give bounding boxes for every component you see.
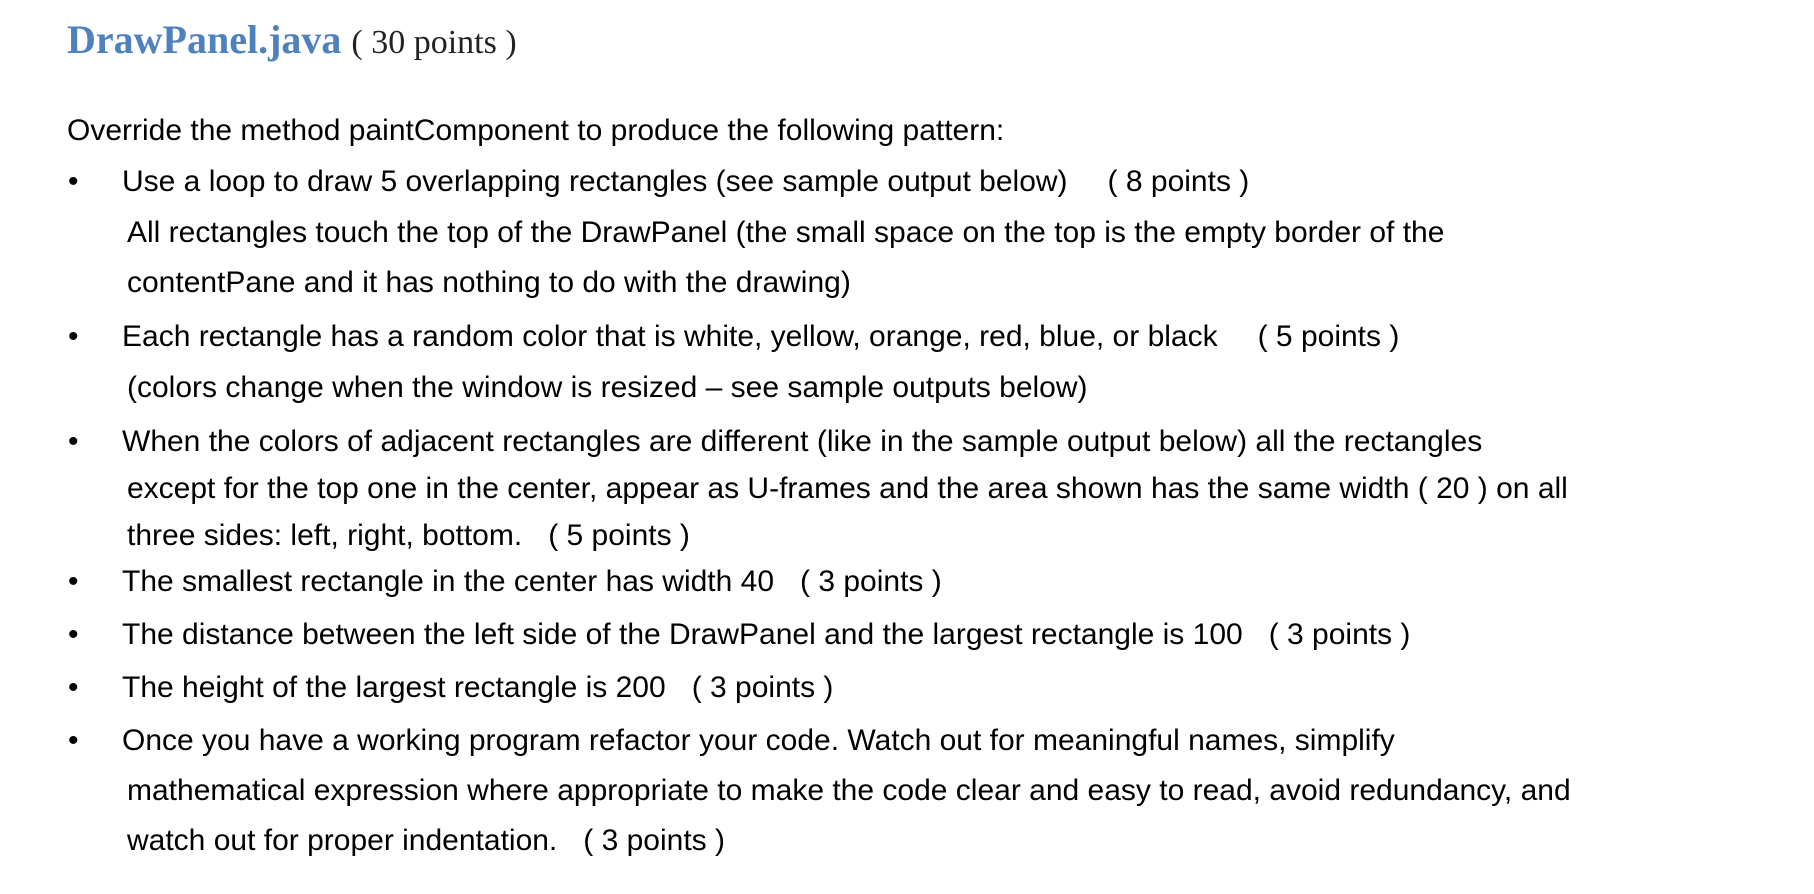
bullet-7-points: ( 3 points ) bbox=[583, 824, 726, 857]
bullet-3-text: When the colors of adjacent rectangles are different (like in the sample output below) all the rectangles bbox=[122, 425, 1483, 458]
bullet-7-cont-2-main: watch out for proper indentation. bbox=[127, 824, 558, 857]
bullet-icon: • bbox=[68, 320, 79, 353]
page-title: DrawPanel.java bbox=[67, 17, 342, 62]
bullet-4-main: The smallest rectangle in the center has width 40 bbox=[122, 565, 775, 598]
bullet-6-text bbox=[122, 671, 833, 705]
bullet-icon: • bbox=[68, 671, 79, 704]
bullet-7-cont-2 bbox=[127, 824, 725, 858]
bullet-6-points: ( 3 points ) bbox=[691, 671, 834, 704]
bullet-3-points: ( 5 points ) bbox=[548, 519, 690, 552]
bullet-3-cont-2-main: three sides: left, right, bottom. bbox=[127, 519, 523, 552]
bullet-4-points: ( 3 points ) bbox=[800, 565, 942, 598]
bullet-2-main: Each rectangle has a random color that is white, yellow, orange, red, blue, or black bbox=[122, 320, 1218, 353]
bullet-3-cont-2 bbox=[127, 519, 690, 553]
bullet-5-main: The distance between the left side of the DrawPanel and the largest rectangle is 100 bbox=[122, 618, 1243, 651]
bullet-5-points: ( 3 points ) bbox=[1268, 618, 1411, 651]
bullet-icon: • bbox=[68, 618, 79, 651]
bullet-4-text bbox=[122, 565, 942, 599]
heading bbox=[67, 16, 517, 63]
bullet-1-points: ( 8 points ) bbox=[1107, 165, 1250, 198]
bullet-5-text bbox=[122, 618, 1410, 652]
bullet-icon: • bbox=[68, 565, 79, 598]
title-points: ( 30 points ) bbox=[351, 24, 517, 61]
intro-text: Override the method paintComponent to produce the following pattern: bbox=[67, 114, 1005, 147]
bullet-7-text: Once you have a working program refactor your code. Watch out for meaningful names, simplify bbox=[122, 724, 1395, 757]
bullet-6-main: The height of the largest rectangle is 200 bbox=[122, 671, 666, 704]
bullet-2-points: ( 5 points ) bbox=[1257, 320, 1400, 353]
bullet-1-text bbox=[122, 165, 1249, 199]
bullet-1-main: Use a loop to draw 5 overlapping rectangles (see sample output below) bbox=[122, 165, 1068, 198]
bullet-1-cont-2: contentPane and it has nothing to do with the drawing) bbox=[127, 266, 851, 299]
bullet-2-text bbox=[122, 320, 1399, 354]
bullet-2-cont-1: (colors change when the window is resized – see sample outputs below) bbox=[127, 371, 1088, 404]
bullet-3-cont-1: except for the top one in the center, appear as U-frames and the area shown has the same width ( 20 ) on all bbox=[127, 472, 1568, 505]
bullet-icon: • bbox=[68, 724, 79, 757]
bullet-7-cont-1: mathematical expression where appropriate to make the code clear and easy to read, avoid redundancy, and bbox=[127, 774, 1571, 807]
bullet-icon: • bbox=[68, 425, 79, 458]
bullet-icon: • bbox=[68, 165, 79, 198]
bullet-1-cont-1: All rectangles touch the top of the DrawPanel (the small space on the top is the empty border of the bbox=[127, 216, 1445, 249]
